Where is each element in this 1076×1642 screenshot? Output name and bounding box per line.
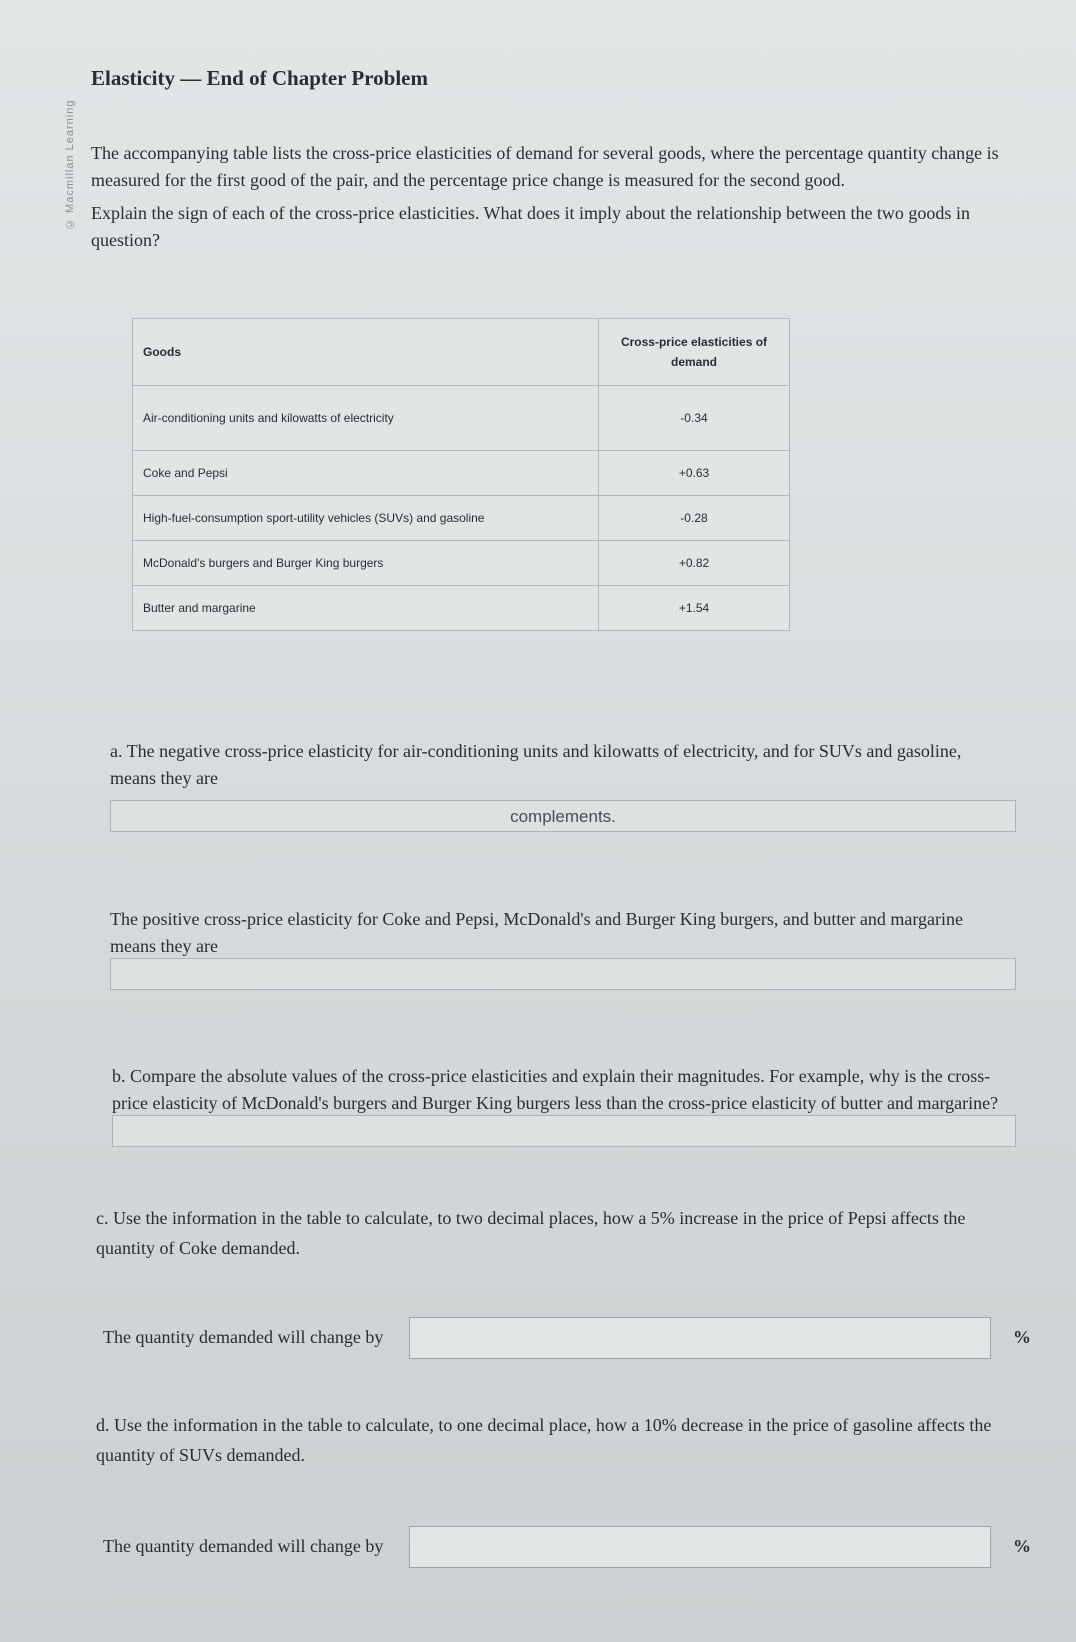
part-a-question-negative: a. The negative cross-price elasticity for air-conditioning units and kilowatts of electricity, and for SUVs and gasoline, means they are <box>110 741 962 788</box>
copyright-label: © Macmillan Learning <box>64 99 76 230</box>
part-c-percent-unit: % <box>1013 1327 1031 1347</box>
goods-cell: Coke and Pepsi <box>133 451 599 496</box>
part-c-question: c. Use the information in the table to calculate, to two decimal places, how a 5% increase in the price of Pepsi affects the quantity of Coke demanded. <box>96 1208 966 1258</box>
elasticity-table <box>132 318 790 631</box>
elasticity-cell: +0.82 <box>599 541 790 586</box>
goods-cell: Butter and margarine <box>133 586 599 631</box>
part-d-percent-input[interactable] <box>409 1526 991 1568</box>
table-row <box>133 586 790 631</box>
goods-cell: Air-conditioning units and kilowatts of electricity <box>133 386 599 451</box>
part-b-answer-dropdown[interactable] <box>112 1115 1016 1147</box>
goods-cell: McDonald's burgers and Burger King burgers <box>133 541 599 586</box>
table-row <box>133 451 790 496</box>
elasticity-cell: -0.28 <box>599 496 790 541</box>
goods-cell: High-fuel-consumption sport-utility vehicles (SUVs) and gasoline <box>133 496 599 541</box>
elasticity-cell: -0.34 <box>599 386 790 451</box>
table-row <box>133 386 790 451</box>
table-row <box>133 496 790 541</box>
elasticity-column-header: Cross-price elasticities of demand <box>599 319 790 386</box>
prompt-text: Explain the sign of each of the cross-price elasticities. What does it imply about the relationship between the two goods in question? <box>91 203 970 250</box>
part-d-answer-row <box>103 1526 1033 1570</box>
part-a-question-positive: The positive cross-price elasticity for Coke and Pepsi, McDonald's and Burger King burgers, and butter and margarine means they are <box>110 909 964 956</box>
part-c-answer-row <box>103 1317 1033 1361</box>
part-d-percent-unit: % <box>1013 1536 1031 1556</box>
part-c-percent-input[interactable] <box>409 1317 991 1359</box>
part-a-answer-positive-dropdown[interactable] <box>110 958 1016 990</box>
part-b-question: b. Compare the absolute values of the cross-price elasticities and explain their magnitudes. For example, why is the cross-price elasticity of McDonald's burgers and Burger King burgers less than the cross-price elasticity of butter and margarine? <box>112 1066 999 1113</box>
part-a-answer-negative-dropdown[interactable]: complements. <box>110 800 1016 832</box>
goods-column-header: Goods <box>133 319 599 386</box>
elasticity-cell: +0.63 <box>599 451 790 496</box>
intro-text: The accompanying table lists the cross-price elasticities of demand for several goods, where the percentage quantity change is measured for the first good of the pair, and the percentage price change is measured for the second good. <box>91 143 999 190</box>
elasticity-cell: +1.54 <box>599 586 790 631</box>
part-d-answer-label: The quantity demanded will change by <box>103 1536 384 1556</box>
table-row <box>133 541 790 586</box>
part-d-question: d. Use the information in the table to calculate, to one decimal place, how a 10% decrease in the price of gasoline affects the quantity of SUVs demanded. <box>96 1415 992 1465</box>
page-title: Elasticity — End of Chapter Problem <box>91 66 428 90</box>
part-c-answer-label: The quantity demanded will change by <box>103 1327 384 1347</box>
table-header-row <box>133 319 790 386</box>
